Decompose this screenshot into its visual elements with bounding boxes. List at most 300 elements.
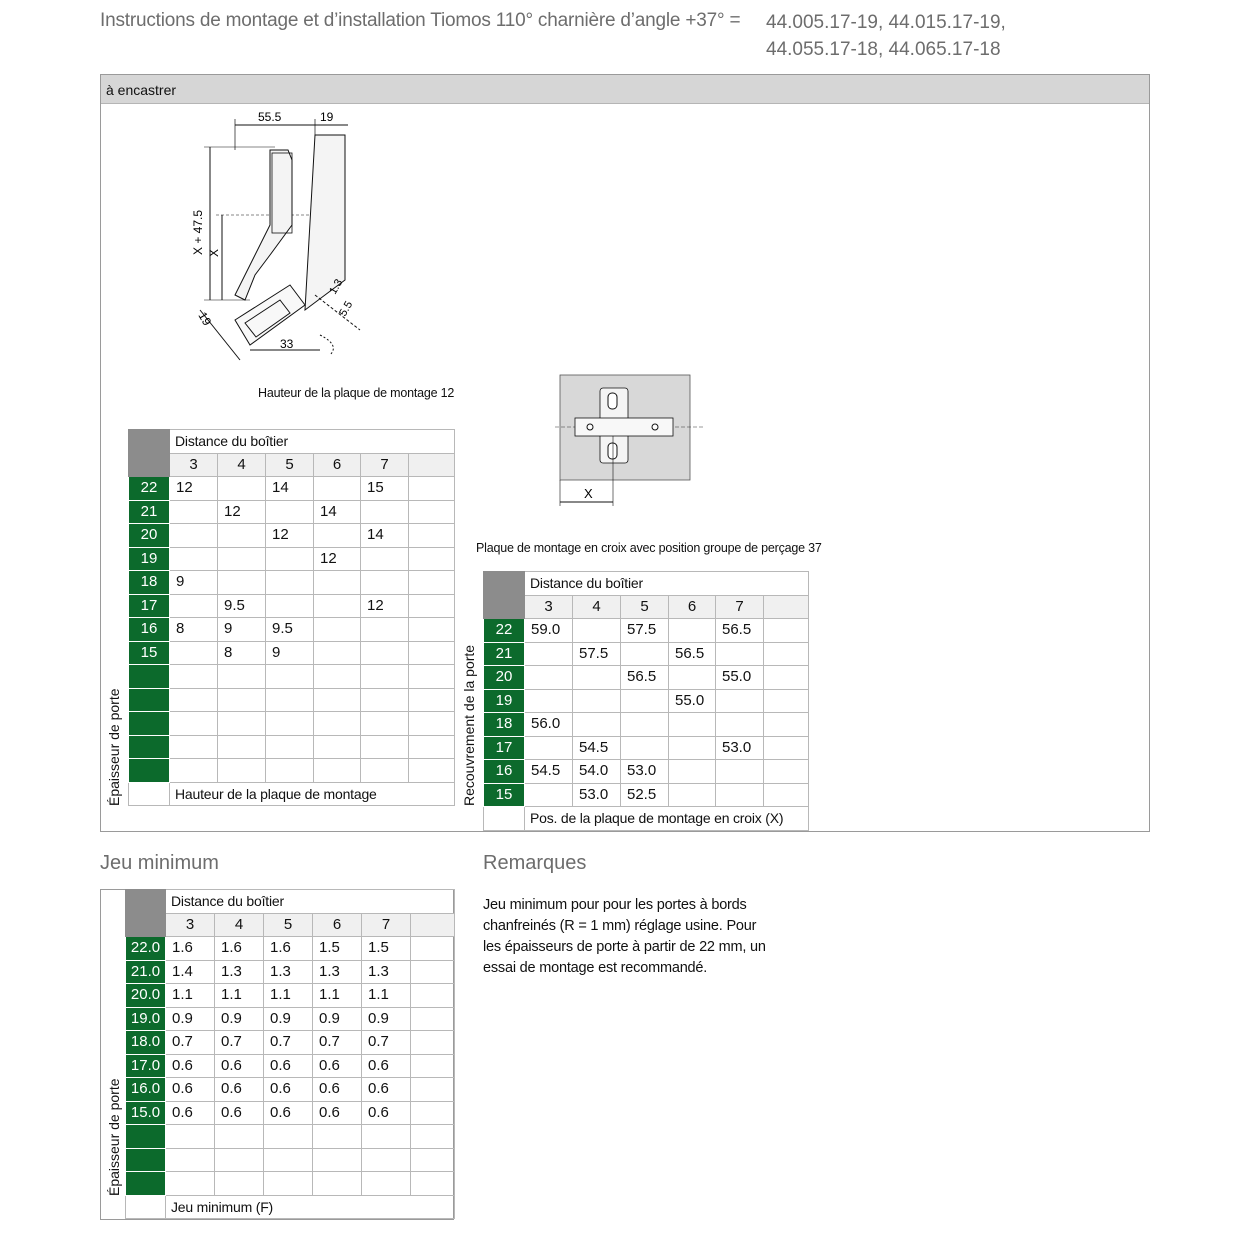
table-row-label [129,712,170,736]
table-footer-spacer [484,807,525,831]
table-cell: 53.0 [573,783,621,807]
table-cell [215,1148,264,1172]
table-row [126,1031,455,1055]
table-column-header [409,453,455,477]
table-cell [669,666,716,690]
table-cell [314,735,361,759]
table-cell [525,642,573,666]
table-cell: 0.6 [166,1054,215,1078]
table-cell [411,1007,455,1031]
table-row-label: 17.0 [126,1054,166,1078]
table-cell [716,783,764,807]
table-cell [166,1148,215,1172]
table-cell [411,1148,455,1172]
table-column-header: 4 [573,595,621,619]
table-cell: 0.6 [264,1054,313,1078]
table-cell: 0.6 [215,1101,264,1125]
plate-caption: Plaque de montage en croix avec position groupe de perçage 37 [476,541,822,555]
table-cell: 57.5 [573,642,621,666]
table-cell [313,1148,362,1172]
table-cell: 0.7 [215,1031,264,1055]
table-cell: 8 [170,618,218,642]
remarks-text: Jeu minimum pour pour les portes à bords chanfreinés (R = 1 mm) réglage usine. Pour les épaisseurs de porte à partir de 22 mm, un essai de montage est recommandé. [483,897,766,976]
table-cell [314,594,361,618]
table-corner [129,430,170,477]
table-cell [411,1101,455,1125]
table-column-header: 3 [525,595,573,619]
table-row-label: 15 [129,641,170,665]
table-cell: 1.3 [264,960,313,984]
table-cell [314,524,361,548]
model-numbers [766,9,1006,63]
table-cell: 0.9 [362,1007,411,1031]
table-cell [361,735,409,759]
table-cell [314,571,361,595]
table-row-label: 19 [484,689,525,713]
panel-heading: à encastrer [101,75,1149,104]
table-cell [170,500,218,524]
table-cell: 0.6 [215,1054,264,1078]
table-cell: 9 [170,571,218,595]
dim-33: 33 [280,337,294,351]
table-column-row [126,913,455,937]
table-cell: 0.7 [166,1031,215,1055]
table-cell: 0.9 [264,1007,313,1031]
document-title: Instructions de montage et d’installation Tiomos 110° charnière d’angle +37° = [100,10,741,31]
plate-drawing [555,370,715,510]
hinge-drawing [180,105,380,375]
table-cell [215,1125,264,1149]
table-row-label: 22 [129,477,170,501]
table-cell: 0.6 [362,1054,411,1078]
table-row-label [129,688,170,712]
jeu-minimum-title: Jeu minimum [100,852,219,874]
table-row [126,937,455,961]
table-cell [669,619,716,643]
table-footer-label: Pos. de la plaque de montage en croix (X) [525,807,809,831]
table-footer-row [484,807,809,831]
table-header-row [129,430,455,454]
minimum-gap-table [125,889,455,1219]
table-row [129,641,455,665]
table-row-label: 17 [484,736,525,760]
table-cell [264,1172,313,1196]
table-cell: 12 [170,477,218,501]
table-cell [362,1148,411,1172]
table-row [484,713,809,737]
table-cell [409,759,455,783]
table-row-label [129,759,170,783]
table-cell [409,500,455,524]
table-cell [361,618,409,642]
table-cell [218,759,266,783]
table-cell: 0.7 [264,1031,313,1055]
table-row-label: 22 [484,619,525,643]
table-cell: 14 [361,524,409,548]
table-cell: 57.5 [621,619,669,643]
table-cell: 56.5 [716,619,764,643]
table-row-label: 18 [484,713,525,737]
table-cell [409,641,455,665]
table-cell [409,688,455,712]
table-cell [170,641,218,665]
table-row [129,594,455,618]
table-cell: 0.6 [362,1078,411,1102]
table-cell: 52.5 [621,783,669,807]
dim-55-5: 55.5 [258,110,282,124]
table-cell [411,1054,455,1078]
table-column-header: 7 [362,913,411,937]
table-cell: 1.5 [313,937,362,961]
table-cell [266,547,314,571]
table-cell [266,688,314,712]
table-header-row [126,890,455,914]
table-row [129,665,455,689]
table-cell [764,689,809,713]
table-cell [525,736,573,760]
table-cell [411,1125,455,1149]
table-column-header: 6 [314,453,361,477]
dim-5-5: 5.5 [337,299,356,319]
table2-row-axis-label: Recouvrement de la porte [461,644,477,806]
table-cell [313,1172,362,1196]
table-cell [621,642,669,666]
table-cell: 0.6 [166,1078,215,1102]
table-cell: 9 [266,641,314,665]
table-cell [573,689,621,713]
table-column-header: 4 [215,913,264,937]
table-row [129,618,455,642]
table-cell: 0.6 [264,1101,313,1125]
table-cell: 1.3 [313,960,362,984]
table-cell [669,713,716,737]
table-cell: 56.5 [621,666,669,690]
table-cell [266,665,314,689]
table-cell: 54.0 [573,760,621,784]
table-cell: 12 [218,500,266,524]
table-footer-spacer [129,782,170,806]
table-row [129,547,455,571]
model-numbers-line-1: 44.005.17-19, 44.015.17-19, [766,12,1006,33]
table-cell [264,1148,313,1172]
table-cell [361,759,409,783]
table-cell [409,618,455,642]
table-row [126,1078,455,1102]
table-cell [361,712,409,736]
table-cell: 12 [314,547,361,571]
table-cell: 54.5 [525,760,573,784]
table-row [484,689,809,713]
table-cell [409,712,455,736]
table-cell [409,524,455,548]
table-row [129,759,455,783]
table-row-label: 16.0 [126,1078,166,1102]
table-row-label: 19.0 [126,1007,166,1031]
table-cell [525,783,573,807]
jeu-row-axis-label: Épaisseur de porte [106,1078,122,1196]
table-row-label: 17 [129,594,170,618]
table-cell [314,641,361,665]
table-cell [411,984,455,1008]
table-footer-spacer [126,1195,166,1219]
table-cell: 1.6 [215,937,264,961]
table-cell: 0.6 [215,1078,264,1102]
table-cell [669,783,716,807]
table-cell [411,1031,455,1055]
table-cell [170,665,218,689]
table-row [129,735,455,759]
table-column-header [764,595,809,619]
table3-body [126,890,455,1219]
table-cell: 1.1 [215,984,264,1008]
table-cell [264,1125,313,1149]
table-footer-row [129,782,455,806]
table-cell [166,1172,215,1196]
table-cell: 1.4 [166,960,215,984]
table-cell: 9.5 [266,618,314,642]
table2-body [484,572,809,831]
table-row-label [126,1125,166,1149]
table-column-header: 6 [669,595,716,619]
table-column-header: 5 [266,453,314,477]
table-cell [314,665,361,689]
table-cell: 56.0 [525,713,573,737]
table-cell [409,665,455,689]
table-row [129,500,455,524]
table-cell [215,1172,264,1196]
drawing-caption: Hauteur de la plaque de montage 12 [258,386,455,400]
table-cell [218,477,266,501]
table-cell [573,666,621,690]
table-cell [218,547,266,571]
table-cell [314,759,361,783]
table-row [126,1148,455,1172]
table-cell: 0.6 [166,1101,215,1125]
table-row [484,783,809,807]
table-row [126,960,455,984]
table-footer-label: Hauteur de la plaque de montage [170,782,455,806]
dim-19-side: 19 [195,309,215,329]
table-row [484,642,809,666]
table-cell: 59.0 [525,619,573,643]
table-cell: 0.9 [313,1007,362,1031]
table-footer-row [126,1195,455,1219]
table-cell: 14 [266,477,314,501]
table-cell: 1.1 [313,984,362,1008]
table-cell [621,689,669,713]
table-cell [411,960,455,984]
table-cell: 0.9 [166,1007,215,1031]
table-row-label: 19 [129,547,170,571]
table-cell [170,524,218,548]
table-cell [411,1172,455,1196]
table-row-label: 15.0 [126,1101,166,1125]
table-row [126,1007,455,1031]
table-cell [764,642,809,666]
model-numbers-line-2: 44.055.17-18, 44.065.17-18 [766,39,1001,60]
table-column-group-header: Distance du boîtier [525,572,809,596]
table-cell [266,500,314,524]
table-cell [170,712,218,736]
table-row [126,1101,455,1125]
table-cell [170,735,218,759]
table-cell: 0.6 [362,1101,411,1125]
table-column-row [484,595,809,619]
table-corner [126,890,166,937]
dim-x: X [207,248,221,257]
table-column-row [129,453,455,477]
table-cell [669,736,716,760]
table-cell [411,937,455,961]
table-cell [218,524,266,548]
table-column-header [411,913,455,937]
dim-19-top: 19 [320,110,334,124]
table-row-label: 22.0 [126,937,166,961]
table-cell [362,1172,411,1196]
table-row [126,1054,455,1078]
table-cell: 55.0 [716,666,764,690]
table-row [484,666,809,690]
table-row-label [129,665,170,689]
table-row-label [126,1148,166,1172]
table-cell: 0.9 [215,1007,264,1031]
table-row [129,688,455,712]
table-cell [764,783,809,807]
table-cell: 56.5 [669,642,716,666]
table-cell: 0.6 [313,1078,362,1102]
table-cell [764,760,809,784]
table-cell [361,547,409,571]
table-row-label [129,735,170,759]
table-cell [716,760,764,784]
table-cell: 53.0 [716,736,764,760]
table-cell: 0.7 [362,1031,411,1055]
table-cell: 0.6 [313,1054,362,1078]
table-row [126,984,455,1008]
table-column-group-header: Distance du boîtier [166,890,455,914]
table-column-header: 3 [170,453,218,477]
table-cell: 8 [218,641,266,665]
table-row-label: 18.0 [126,1031,166,1055]
table-row-label: 21 [484,642,525,666]
table-row [484,619,809,643]
table-cell: 1.5 [362,937,411,961]
table-cell [716,642,764,666]
table-cell: 1.3 [362,960,411,984]
table-row [129,571,455,595]
table-cell [525,666,573,690]
mounting-plate-height-table [128,429,455,806]
table-column-header: 5 [264,913,313,937]
table-cell [361,571,409,595]
table-row-label: 16 [129,618,170,642]
plate-dim-x: X [584,486,593,501]
table-row-label: 20 [484,666,525,690]
table-cell [621,713,669,737]
table-cell [170,594,218,618]
table-cell [362,1125,411,1149]
table-row-label: 21 [129,500,170,524]
table-row [126,1125,455,1149]
table-cell [166,1125,215,1149]
table-corner [484,572,525,619]
table-cell [764,736,809,760]
table-cell [218,571,266,595]
table1-row-axis-label: Épaisseur de porte [106,688,122,806]
table-row-label: 20.0 [126,984,166,1008]
table-row-label: 18 [129,571,170,595]
table-cell [764,666,809,690]
table-header-row [484,572,809,596]
table-row [129,524,455,548]
table-cell [716,713,764,737]
table-cell [266,735,314,759]
table-cell [573,619,621,643]
table-cell [411,1078,455,1102]
dim-x-plus: X + 47.5 [191,209,205,255]
table-column-header: 7 [361,453,409,477]
table-cell [573,713,621,737]
table-cell: 55.0 [669,689,716,713]
table-cell [266,712,314,736]
table-cell: 0.6 [264,1078,313,1102]
table-row-label: 20 [129,524,170,548]
table-footer-label: Jeu minimum (F) [166,1195,455,1219]
table-cell: 1.1 [362,984,411,1008]
table-row-label: 16 [484,760,525,784]
table-cell [361,688,409,712]
table-cell [314,477,361,501]
table-row-label: 21.0 [126,960,166,984]
table-cell [314,712,361,736]
table-cell: 1.6 [264,937,313,961]
table-cell: 0.7 [313,1031,362,1055]
table1-body [129,430,455,806]
table-cell: 12 [266,524,314,548]
table-column-group-header: Distance du boîtier [170,430,455,454]
table-column-header: 5 [621,595,669,619]
table-cell [409,735,455,759]
table-cell [314,618,361,642]
table-cell [313,1125,362,1149]
table-cell [170,759,218,783]
table-row-label [126,1172,166,1196]
table-cell [409,571,455,595]
table-cell [764,619,809,643]
table-cell [170,688,218,712]
table-row [126,1172,455,1196]
table-cell [669,760,716,784]
table-cell: 54.5 [573,736,621,760]
table-cell: 1.3 [215,960,264,984]
table-cell [361,641,409,665]
table-cell [218,712,266,736]
table-cell [266,571,314,595]
table-row [484,736,809,760]
table-cell [409,547,455,571]
table-column-header: 4 [218,453,266,477]
table-cell [218,665,266,689]
table-column-header: 3 [166,913,215,937]
table-cell: 15 [361,477,409,501]
table-cell [716,689,764,713]
table-cell [409,477,455,501]
table-cell [170,547,218,571]
plate-position-table [483,571,809,831]
table-cell [409,594,455,618]
table-column-header: 6 [313,913,362,937]
table-cell: 1.6 [166,937,215,961]
